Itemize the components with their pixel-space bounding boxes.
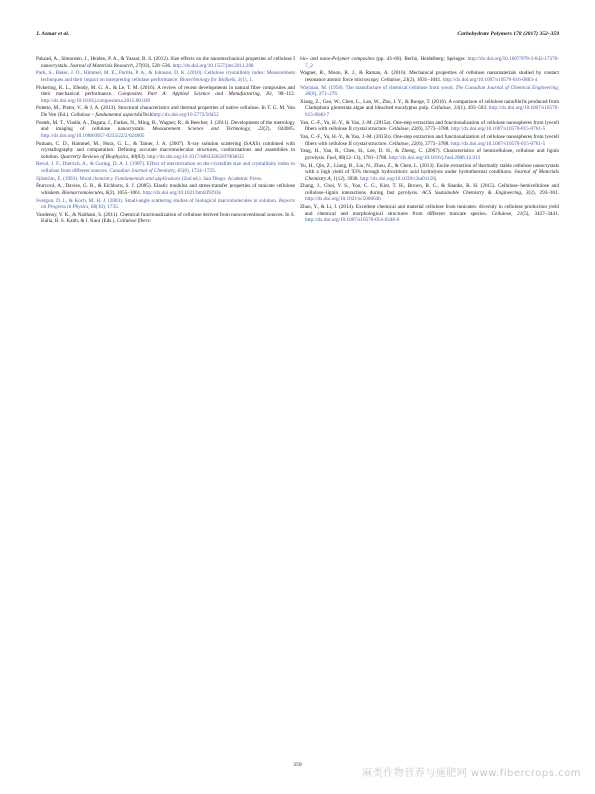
reference-text: (2nd ed.). San Diego: Academic Press. [180, 175, 263, 182]
reference-doi-link[interactable]: http://dx.doi.org/10.1007/s10570-015-0840-7 [305, 105, 559, 118]
reference-text: Yan, C.-F., Yu, H.-Y., & Yao, J.-M. (2015a). One-step extraction and functionalization of cellulose nanospheres from lyocell fibers with cellulose II crystal structure. [300, 119, 559, 133]
reference-text: (2), 024005. [263, 126, 295, 133]
reference-entry [36, 212, 295, 225]
reference-entry [36, 176, 295, 183]
reference-text: (5), 3427–3441. [522, 210, 559, 217]
reference-journal: Reports on Progress in Physics, 66 [41, 197, 295, 211]
reference-text: Sjöström, E. (1993). [36, 175, 80, 182]
reference-doi-link[interactable]: http://dx.doi.org/10.5772/50452 [152, 111, 219, 118]
reference-entry [36, 161, 295, 174]
reference-journal: Cellulose fibers: [116, 218, 152, 225]
reference-text: Wayman, M. (1958). The manufacture of chemical cellulose from wood. [300, 84, 456, 91]
reference-doi-link[interactable]: http://dx.doi.org/10.1016/j.compositesa.2015.08.038 [41, 97, 150, 104]
reference-doi-link[interactable]: http://dx.doi.org/10.1021/sc500664h [305, 196, 381, 203]
reference-text: (2), 1031–1041. [408, 76, 443, 83]
reference-doi-link[interactable]: http://dx.doi.org/10.1007/s10570-016-0883-4 [442, 76, 538, 83]
reference-doi-link[interactable]: http://dx.doi.org/10.1016/j.fuel.2006.12.013 [388, 154, 481, 161]
reference-doi-link[interactable]: http://dx.doi.org/10.1007/s10570-014-0348-6 [305, 217, 400, 224]
reference-text: Šturcová, A., Davies, G. R., & Eichhorn, S. J. (2005). Elastic modulus and stress-transfer properties of tunicate cellulose whiskers. [36, 183, 295, 196]
reference-text: Yan, C.-F., Yu, H.-Y., & Yao, J.-M. (2015b). One-step extraction and functionalization of cellulose nanospheres from lyocell fibers with cellulose II crystal structure. [300, 133, 559, 147]
reference-text: (03). [135, 153, 148, 160]
reference-entry [36, 56, 295, 69]
reference-entry [36, 70, 295, 83]
reference-text: (12), 3938. [335, 175, 361, 182]
reference-entry [36, 105, 295, 118]
reference-text: (2), 293–301. [528, 189, 559, 196]
references-left-column [36, 56, 295, 226]
reference-journal: Measurement Science and Technology, 22 [152, 126, 264, 133]
reference-journal: bio- and nano-Polymer composites [300, 56, 375, 62]
reference-text: (12–13), 1781–1788. [343, 154, 389, 161]
reference-journal: ACS Sustainable Chemistry & Engineering, 3 [421, 189, 529, 196]
reference-text: Pickering, K. L., Efendy, M. G. A., & Le, T. M. (2016). A review of recent developments in natural fibre composites and their mechanical performance. [36, 84, 295, 98]
reference-entry [36, 120, 295, 140]
reference-text: , 98–112. [271, 91, 295, 98]
reference-entry [300, 120, 559, 133]
reference-journal: Composites Part A: Applied Science and Manufacturing, 83 [117, 91, 272, 98]
reference-text: Vandenny, V. K., & Naithani, S. (2011). Chemical functionalization of cellulose derived from nonconventional sources. In S. Kalia, B. S. Kaith, & I. Kaur (Eds.). [36, 211, 295, 225]
reference-text: Pakzad, A., Simonsen, J., Heiden, P. A., & Yassar, R. S. (2012). Size effects on the nanomechanical properties of cellulose I nanocrystals. [36, 56, 295, 69]
reference-text: Svergun, D. I., & Koch, M. H. J. (2003). Small-angle scattering studies of biological macromolecules in solution. [36, 197, 279, 204]
reference-entry [300, 99, 559, 119]
reference-text: (8), 1724–1725. [182, 167, 216, 174]
reference-text: Postek, M. T., Vladár, A., Dagata, J., Farkas, N., Ming, B., Wagner, R., & Beecher, J. (2011). Development of the metrology and imaging of cellulose nanocrystals. [36, 119, 295, 133]
reference-text: (1), 493–503. [458, 105, 489, 112]
running-head-authors: J. Asmar et al. [36, 31, 70, 37]
reference-doi-link[interactable]: http://dx.doi.org/10.1007/978-3-642-17370-7_2 [305, 56, 559, 69]
reference-entry [300, 70, 559, 83]
reference-doi-link[interactable]: http://dx.doi.org/10.1557/jmr.2011.288 [172, 62, 254, 69]
reference-text: (2), 1055–1061. [108, 189, 143, 196]
reference-text: (pp. 43–60). Berlin, Heidelberg: Springer. [374, 56, 468, 62]
reference-entry [36, 85, 295, 105]
reference-entry [36, 141, 295, 161]
reference-text: Putnam, C. D., Hammel, M., Hura, G. L., & Tainer, J. A. (2007). X-ray solution scattering (SAXS) combined with crystallography and computation: Defining accurate macromolecular structures, conformations and assemblies in solution. [36, 140, 295, 160]
reference-journal: Cellulose, 22 [388, 140, 417, 147]
reference-entry [36, 183, 295, 196]
reference-text: (6), 3773–3788. [416, 140, 451, 147]
reference-journal: Journal of Materials Research, 27 [69, 62, 141, 69]
reference-text: (10), 1735. [96, 204, 120, 211]
reference-journal: Cellulose, 22 [388, 126, 417, 133]
reference-journal: Quarterly Reviews of Biophysics, 40 [60, 153, 136, 160]
reference-doi-link[interactable]: http://dx.doi.org/10.1017/s0033583507004635 [147, 153, 245, 160]
reference-entry [300, 56, 559, 69]
reference-text: Zhao, Y., & Li, J. (2014). Excellent chemical and material cellulose from tunicates: diversity in cellulose production yield and chemical and morphological structures from different tunicate species. [300, 204, 559, 217]
running-head-journal: Carbohydrate Polymers 178 (2017) 352–359 [457, 31, 559, 37]
reference-journal: Cellulose, 21 [491, 210, 523, 217]
reference-text: Park, S., Baker, J. O., Himmel, M. E., Parilla, P. A., & Johnson, D. K. (2010). Cellulose crystallinity index: Measurement techniques and their impact on interpreting cellulase performance. [36, 70, 295, 83]
reference-doi-link[interactable]: http://dx.doi.org/10.1088/0957-0233/22/2/024005 [41, 132, 145, 139]
watermark: 麻类作物营养与施肥网 www.fibercrops.com [362, 768, 581, 779]
reference-journal: Cellulose, 23 [431, 105, 459, 112]
reference-entry [300, 134, 559, 147]
reference-entry [300, 204, 559, 224]
reference-journal: The Canadian Journal of Chemical Engineering, 36 [305, 84, 559, 98]
reference-entry [300, 183, 559, 203]
reference-journal: Biotechnology for Biofuels, 3 [179, 76, 241, 83]
reference-journal: Wood chemistry. Fundamentals and applications [79, 175, 181, 182]
reference-text: Wagner, R., Moon, R. J., & Raman, A. (2016). Mechanical properties of cellulose nanomaterials studied by contact resonance atomic force microscopy. [300, 70, 559, 83]
reference-text: Yang, H., Yan, R., Chen, H., Lee, D. H., & Zheng, C. (2007). Characteristics of hemicellulose, cellulose and lignin pyrolysis. [300, 148, 559, 161]
reference-entry [300, 85, 559, 98]
reference-entry [300, 163, 559, 183]
page-number: 359 [293, 762, 302, 768]
reference-journal: Biomacromolecules, 6 [62, 189, 109, 196]
reference-text: (03), 528–536. [140, 62, 173, 69]
reference-journal: Canadian Journal of Chemistry, 65 [109, 167, 183, 174]
reference-text: Xiang, Z., Gao, W., Chen, L., Lan, W., Zhu, J. Y., & Runge, T. (2016). A comparison of cellulose nanofibrils produced from Cladophora glomerata algae and bleached eucalyptus pulp. [300, 98, 559, 112]
reference-text: (6), 271–276. [310, 91, 339, 98]
reference-text: InTech [138, 111, 153, 118]
reference-doi-link[interactable]: http://dx.doi.org/10.1007/s10570-015-0761-5 [450, 140, 546, 147]
reference-doi-link[interactable]: http://dx.doi.org/10.1007/s10570-015-0761-5 [450, 126, 546, 133]
reference-doi-link[interactable]: http://dx.doi.org/10.1039/c3ta01150j [360, 175, 437, 182]
reference-journal: Fuel, 86 [326, 154, 344, 161]
reference-text: Revol, J. F., Dietrich, A., & Goring, D. A. I. (1987). Effect of mercerization on the crystallite size and crystallinity index in cellulose from different sources. [36, 161, 295, 174]
reference-text: Yu, H., Qin, Z., Liang, B., Liu, N., Zhou, Z., & Chen, L. (2013). Facile extraction of thermally stable cellulose nanocrystals with a high yield of 93% through hydrochloric acid hydrolysis under hydrothermal conditions. [300, 162, 559, 176]
reference-doi-link[interactable]: http://dx.doi.org/10.1021/bm049291k [142, 189, 221, 196]
reference-text: (6), 3773–3788. [416, 126, 451, 133]
reference-entry [300, 148, 559, 161]
reference-entry [36, 198, 295, 211]
references-right-column [300, 56, 559, 225]
reference-journal: Cellulose, 23 [380, 76, 409, 83]
reference-journal: Journal of Materials Chemistry A, 1 [305, 169, 559, 182]
reference-journal: Cellulose – fundamental aspects [70, 111, 139, 118]
reference-text: Poletto, M., Pistor, V., & J, A. (2013). Structural characteristics and thermal properties of native cellulose. In T. G. M. Van De Ven (Ed.). [36, 105, 295, 118]
reference-text: (1), 1. [240, 76, 254, 83]
reference-text: Zhang, J., Choi, Y. S., Yoo, C. G., Kim, T. H., Brown, R. C., & Shanks, B. H. (2015). Cellulose–hemicellulose and cellulose–lignin interactions during fast pyrolysis. [300, 183, 559, 196]
